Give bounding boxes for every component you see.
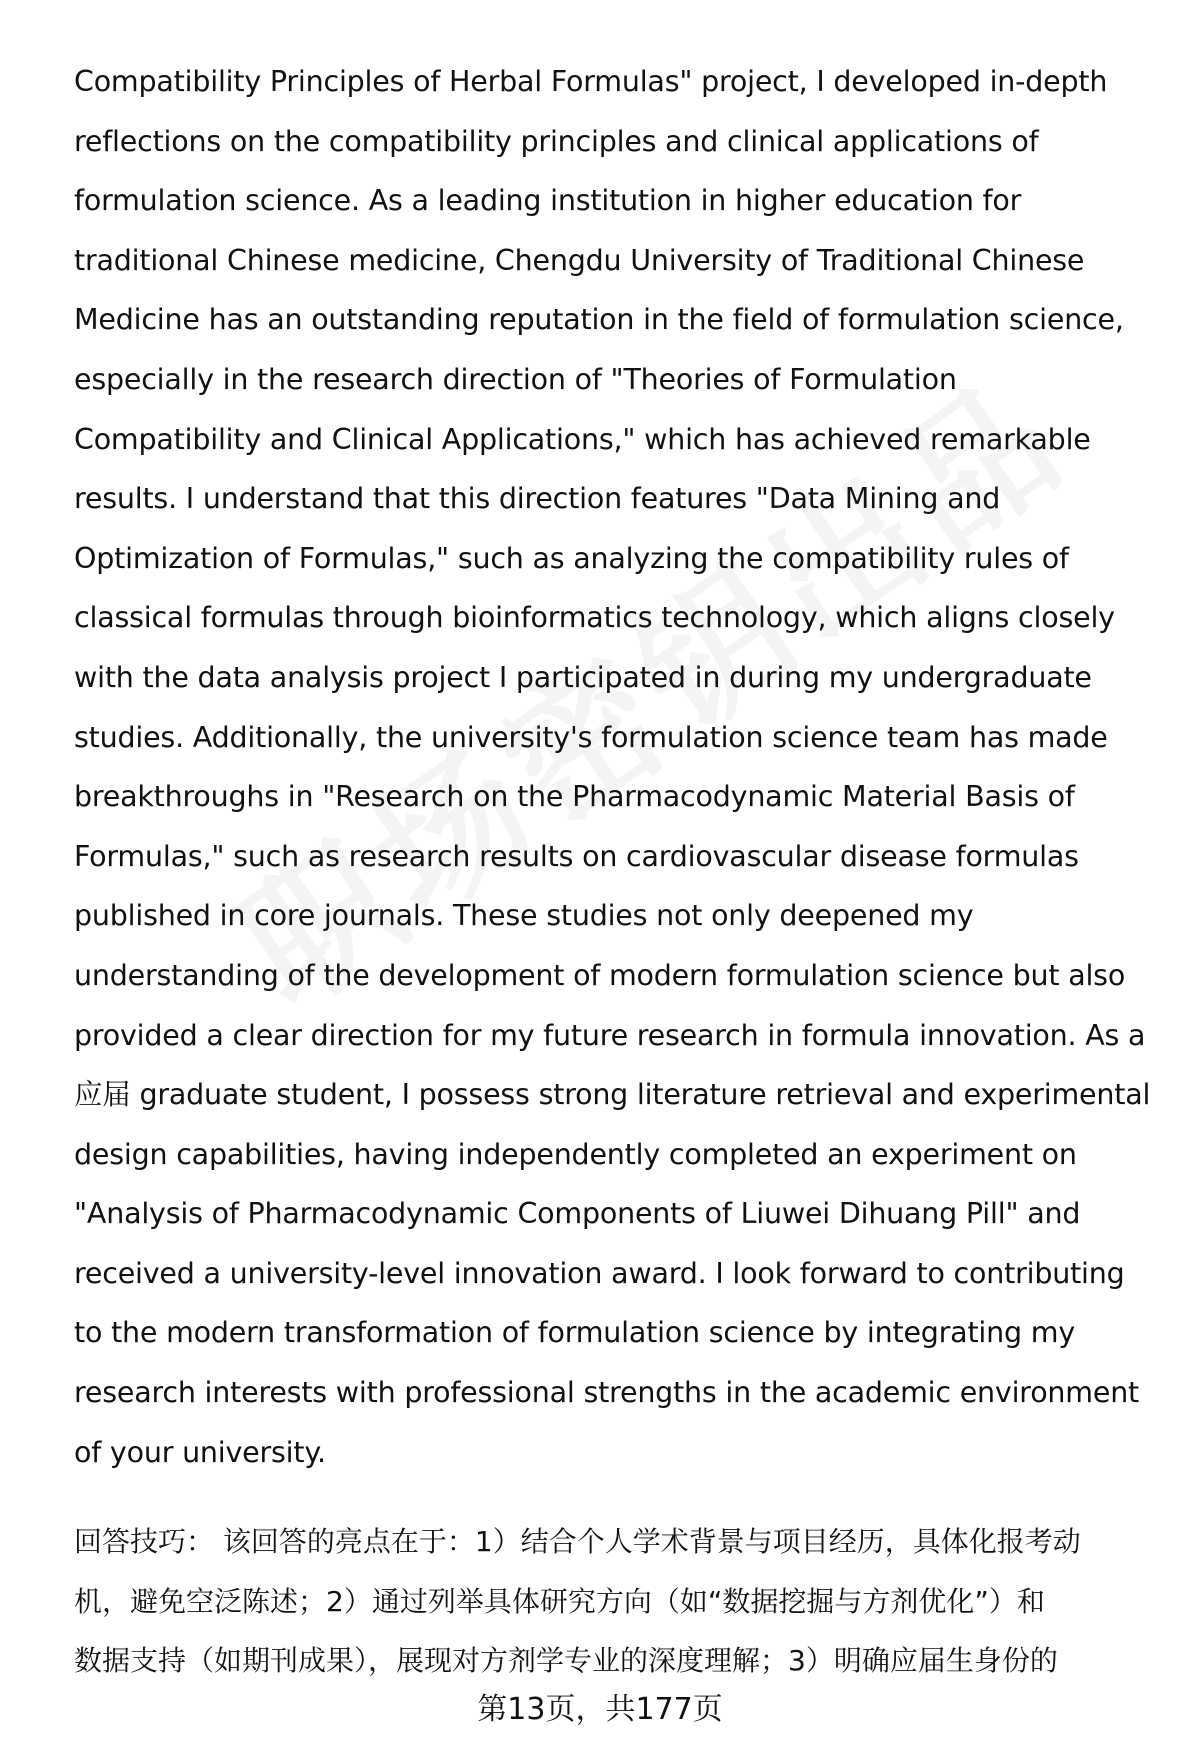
page-number: 第13页，共177页 xyxy=(0,1690,1200,1730)
answer-tips-paragraph: 回答技巧： 该回答的亮点在于：1）结合个人学术背景与项目经历，具体化报考动 机，避免空泛陈述；2）通过列举具体研究方向（如“数据挖掘与方剂优化”）和 数据支持（如期刊成果），展现对方剂学专业的深度理解；3）明确应届生身份的 xyxy=(74,1525,1081,1677)
body-paragraph: Compatibility Principles of Herbal Formulas" project, I developed in-depth reflections on the compatibility principles and clinical applications of formulation science. As a leading institution in higher education for traditional Chinese medicine, Chengdu University of Traditional Chinese Medicine has an outstanding reputation in the field of formulation science, especially in the research direction of "Theories of Formulation Compatibility and Clinical Applications," which has achieved remarkable results. I understand that this direction features "Data Mining and Optimization of Formulas," such as analyzing the compatibility rules of classical formulas through bioinformatics technology, which aligns closely with the data analysis project I participated in during my undergraduate studies. Additionally, the university's formulation science team has made breakthroughs in "Research on the Pharmacodynamic Material Basis of Formulas," such as research results on cardiovascular disease formulas published in core journals. These studies not only deepened my understanding of the development of modern formulation science but also provided a clear direction for my future research in formula innovation. As a 应届 graduate student, I possess strong literature retrieval and experimental design capabilities, having independently completed an experiment on "Analysis of Pharmacodynamic Components of Liuwei Dihuang Pill" and received a university-level innovation award. I look forward to contributing to the modern transformation of formulation science by integrating my research interests with professional strengths in the academic environment of your university. xyxy=(74,65,1151,1469)
